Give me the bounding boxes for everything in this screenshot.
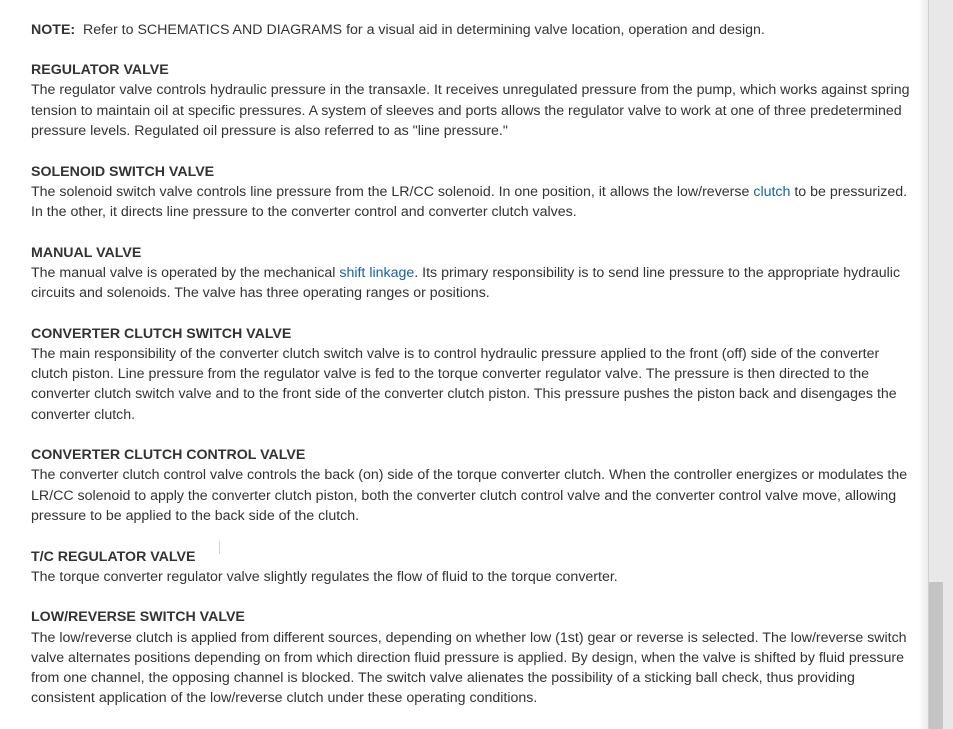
section-title: CONVERTER CLUTCH CONTROL VALVE	[31, 447, 306, 464]
section-low-reverse-switch-valve	[31, 607, 913, 708]
section-body: The converter clutch control valve controls the back (on) side of the torque converter clutch. When the controller energizes or modulates the LR/CC solenoid to apply the converter clutch piston, both the converter clutch control valve and the converter control valve move, allowing pressure to be applied to the back side of the clutch.	[31, 467, 908, 524]
section-body: The regulator valve controls hydraulic pressure in the transaxle. It receives unregulated pressure from the pump, which works against spring tension to maintain oil at specific pressures. A system of sleeves and ports allows the regulator valve to work at one of three predetermined pressure levels. Regulated oil pressure is also referred to as "line pressure."	[31, 82, 910, 139]
scrollbar-thumb[interactable]	[929, 582, 943, 729]
section-title: SOLENOID SWITCH VALVE	[31, 163, 215, 180]
section-solenoid-switch-valve	[31, 162, 913, 223]
body-text: The manual valve is operated by the mechanical	[31, 264, 340, 281]
section-tc-regulator-valve	[31, 547, 913, 587]
section-body: The torque converter regulator valve slightly regulates the flow of fluid to the torque converter.	[31, 568, 618, 585]
clutch-link[interactable]: clutch	[753, 183, 791, 200]
section-title: T/C REGULATOR VALVE	[31, 548, 196, 565]
body-text: The solenoid switch valve controls line pressure from the LR/CC solenoid. In one position, it allows the low/reverse	[31, 183, 754, 200]
body-text: . Its primary responsibility is to send line pressure to the appropriate hydraulic circuits and solenoids. The valve has three operating ranges or positions.	[31, 264, 901, 302]
text-cursor-icon	[219, 541, 220, 554]
section-body: The low/reverse clutch is applied from different sources, depending on whether low (1st) gear or reverse is selected. The low/reverse switch valve alternates positions depending on from which direction fluid pressure is applied. By design, when the valve is shifted by fluid pressure from one channel, the opposing channel is blocked. The switch valve alienates the possibility of a sticking ball check, thus providing consistent application of the low/reverse clutch under these operating conditions.	[31, 629, 907, 707]
page-edge-shadow	[918, 0, 928, 729]
shift-linkage-link[interactable]: shift linkage	[339, 264, 415, 281]
section-title: MANUAL VALVE	[31, 244, 142, 261]
section-body: The main responsibility of the converter clutch switch valve is to control hydraulic pressure applied to the front (off) side of the converter clutch piston. Line pressure from the regulator valve is fed to the torque converter regulator valve. The pressure is then directed to the converter clutch switch valve and to the front side of the converter clutch piston. This pressure pushes the piston back and disengages the converter clutch.	[31, 345, 897, 423]
section-converter-clutch-switch-valve	[31, 324, 913, 425]
note-paragraph	[31, 20, 913, 40]
document-content	[31, 20, 913, 729]
section-converter-clutch-control-valve	[31, 445, 913, 526]
section-regulator-valve	[31, 60, 913, 141]
note-text: Refer to SCHEMATICS AND DIAGRAMS for a visual aid in determining valve location, operation and design.	[83, 22, 765, 38]
section-title: CONVERTER CLUTCH SWITCH VALVE	[31, 325, 292, 342]
body-text: to be pressurized. In the other, it directs line pressure to the converter control and converter clutch valves.	[31, 183, 908, 220]
section-title: LOW/REVERSE SWITCH VALVE	[31, 609, 245, 626]
section-manual-valve	[31, 243, 913, 304]
note-label: NOTE:	[31, 22, 76, 38]
section-title: REGULATOR VALVE	[31, 62, 169, 79]
section-body	[31, 182, 913, 222]
section-body	[31, 263, 913, 303]
